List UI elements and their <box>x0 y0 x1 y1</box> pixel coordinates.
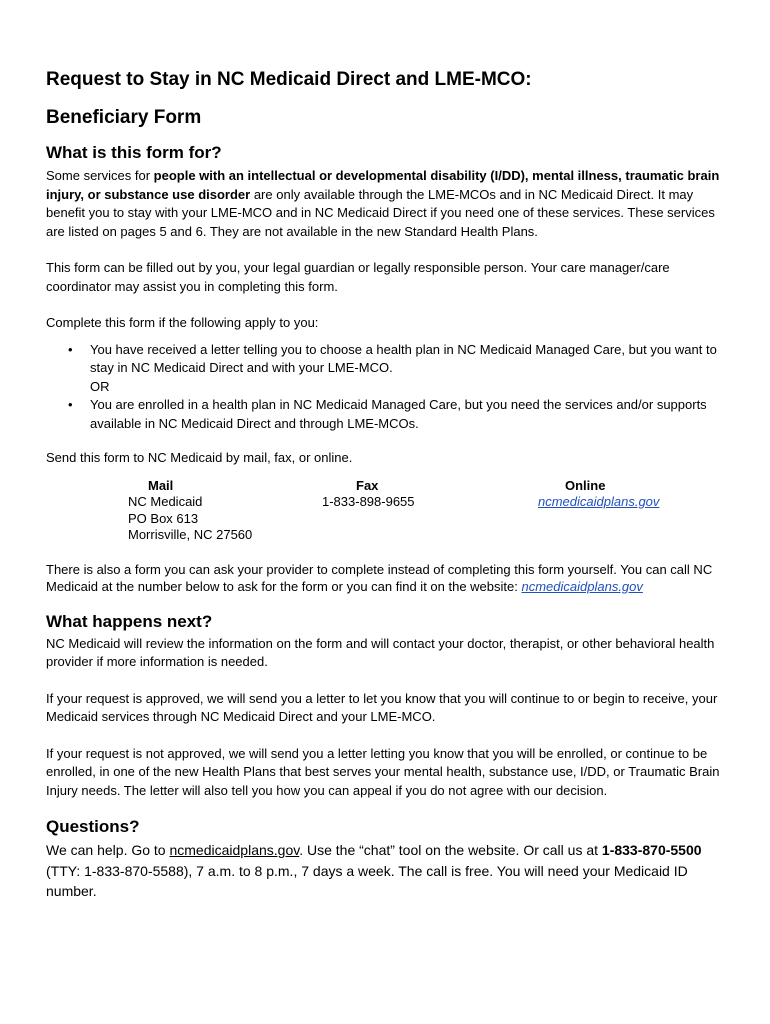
apply-intro-paragraph: Complete this form if the following apply to you: <box>46 315 319 330</box>
mail-recipient: NC Medicaid <box>128 494 203 509</box>
form-title: Request to Stay in NC Medicaid Direct and LME-MCO: <box>46 69 532 90</box>
review-paragraph: NC Medicaid will review the information on the form and will contact your doctor, therapist, or other behavioral health provider if more information is needed. <box>46 635 715 669</box>
fax-heading: Fax <box>356 477 379 493</box>
not-approved-paragraph: If your request is not approved, we will send you a letter letting you know that you will be enrolled, or continue to be enrolled, in one of the new Health Plans that best serves your mental health, substance use, I/DD, or Traumatic Brain Injury needs. The letter will also tell you how you can appeal if you do not agree with our decision. <box>46 745 720 798</box>
questions-paragraph <box>46 840 730 902</box>
questions-phone: 1-833-870-5500 <box>601 842 702 858</box>
purpose-text-start: Some services for <box>46 168 154 183</box>
purpose-paragraph <box>46 167 730 241</box>
online-column <box>538 478 659 511</box>
approved-paragraph: If your request is approved, we will send you a letter to let you know that you will continue to or begin to receive, your Medicaid services through NC Medicaid Direct and your LME-MCO. <box>46 690 718 724</box>
bullet-icon: • <box>68 397 73 412</box>
apply-conditions-list-2 <box>46 396 730 433</box>
questions-text-chat: . Use the “chat” tool on the website. Or call us at <box>299 842 602 858</box>
fax-number: 1-833-898-9655 <box>322 494 415 509</box>
list-item <box>46 341 730 378</box>
or-separator: OR <box>90 378 110 394</box>
list-item <box>46 396 730 433</box>
apply-conditions-list <box>46 341 730 378</box>
fax-column <box>322 478 415 511</box>
online-link[interactable]: ncmedicaidplans.gov <box>538 494 660 509</box>
provider-form-text: There is also a form you can ask your provider to complete instead of completing this form yourself. You can call NC Medicaid at the number below to ask for the form or you can find it on the website: <box>46 561 713 594</box>
questions-text-start: We can help. Go to <box>46 842 170 858</box>
condition-text-enrolled: You are enrolled in a health plan in NC Medicaid Managed Care, but you need the services and/or supports available in NC Medicaid Direct and through LME-MCOs. <box>90 397 707 431</box>
questions-text-end: (TTY: 1-833-870-5588), 7 a.m. to 8 p.m., 7 days a week. The call is free. You will need your Medicaid ID number. <box>46 862 688 899</box>
mail-city: Morrisville, NC 27560 <box>128 527 253 542</box>
send-form-paragraph: Send this form to NC Medicaid by mail, fax, or online. <box>46 450 353 465</box>
section-heading-questions: Questions? <box>46 817 140 836</box>
provider-form-paragraph <box>46 561 730 595</box>
who-can-fill-paragraph: This form can be filled out by you, your legal guardian or legally responsible person. Your care manager/care coordinator may assist you in completing this form. <box>46 260 670 294</box>
section-heading-next: What happens next? <box>46 611 213 631</box>
condition-text-letter: You have received a letter telling you to choose a health plan in NC Medicaid Managed Care, but you want to stay in NC Medicaid Direct and with your LME-MCO. <box>90 341 717 375</box>
mail-column <box>128 478 252 544</box>
mail-po-box: PO Box 613 <box>128 510 199 526</box>
mail-heading: Mail <box>148 477 174 493</box>
form-subtitle: Beneficiary Form <box>46 107 202 128</box>
purpose-text-end: are only available through the LME-MCOs and in NC Medicaid Direct. It may benefit you to stay with your LME-MCO and in NC Medicaid Direct if you need one of these services. These services are listed on pages 5 and 6. They are not available in the new Standard Health Plans. <box>46 186 715 239</box>
provider-form-link[interactable]: ncmedicaidplans.gov <box>521 578 643 594</box>
purpose-text-conditions: people with an intellectual or developmental disability (I/DD), mental illness, traumatic brain injury, or substance use disorder <box>46 168 720 202</box>
section-heading-purpose: What is this form for? <box>46 143 222 162</box>
bullet-icon: • <box>68 341 73 357</box>
contact-methods <box>46 478 730 550</box>
questions-link[interactable]: ncmedicaidplans.gov <box>169 842 300 858</box>
online-heading: Online <box>565 477 606 493</box>
